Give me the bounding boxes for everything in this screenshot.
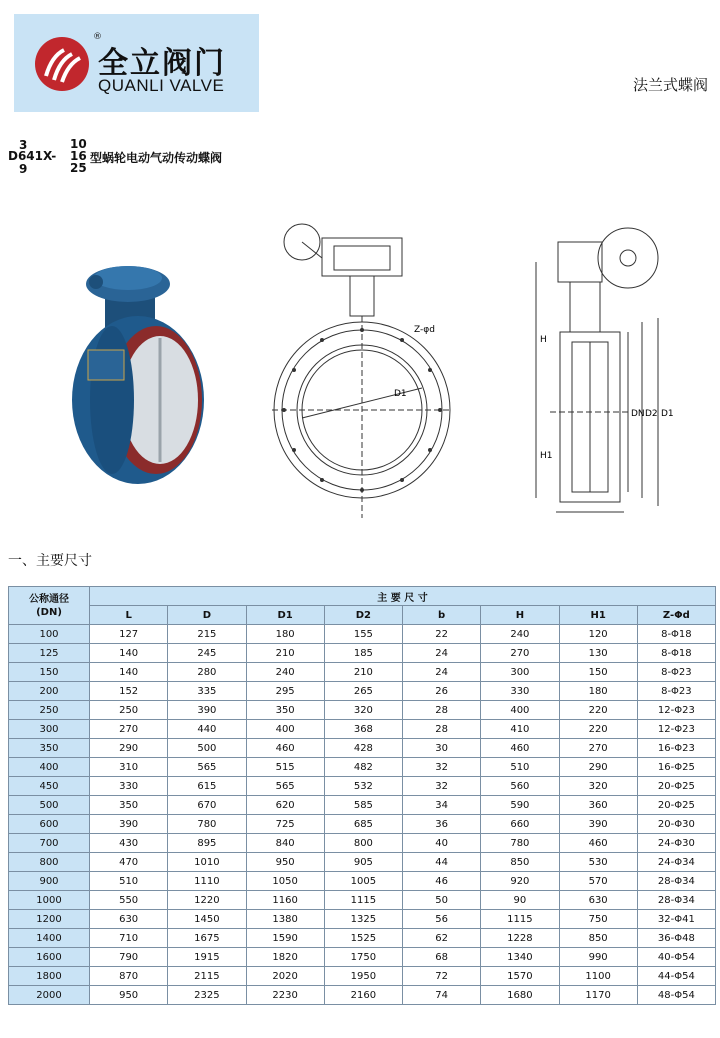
column-header: Z-Φd — [637, 606, 715, 625]
table-cell: 8-Φ23 — [637, 682, 715, 701]
table-cell: 1915 — [168, 948, 246, 967]
column-header: L — [90, 606, 168, 625]
table-cell: 180 — [246, 625, 324, 644]
table-cell: 1675 — [168, 929, 246, 948]
model-suffix: 型蜗轮电动气动传动蝶阀 — [90, 151, 223, 165]
brand-logo-panel — [14, 14, 259, 112]
table-cell: 28 — [403, 701, 481, 720]
table-cell: 280 — [168, 663, 246, 682]
table-cell: 215 — [168, 625, 246, 644]
table-cell: 36 — [403, 815, 481, 834]
table-cell: 850 — [559, 929, 637, 948]
table-cell: 950 — [246, 853, 324, 872]
table-cell: 26 — [403, 682, 481, 701]
table-cell: 32 — [403, 777, 481, 796]
table-cell: 24-Φ30 — [637, 834, 715, 853]
table-cell: 550 — [90, 891, 168, 910]
table-cell: 220 — [559, 720, 637, 739]
table-cell: 532 — [324, 777, 402, 796]
table-cell: 368 — [324, 720, 402, 739]
dn-header-line1: 公称通径 — [29, 593, 69, 605]
dn-cell: 500 — [9, 796, 90, 815]
table-cell: 1325 — [324, 910, 402, 929]
dn-cell: 800 — [9, 853, 90, 872]
table-cell: 90 — [481, 891, 559, 910]
table-cell: 670 — [168, 796, 246, 815]
dn-cell: 400 — [9, 758, 90, 777]
table-cell: 460 — [246, 739, 324, 758]
table-cell: 245 — [168, 644, 246, 663]
table-cell: 1450 — [168, 910, 246, 929]
table-cell: 2160 — [324, 986, 402, 1005]
column-header: D1 — [246, 606, 324, 625]
table-cell: 1380 — [246, 910, 324, 929]
table-cell: 585 — [324, 796, 402, 815]
table-cell: 1005 — [324, 872, 402, 891]
table-cell: 44 — [403, 853, 481, 872]
table-cell: 1115 — [481, 910, 559, 929]
dimensions-table — [8, 586, 716, 1005]
table-cell: 12-Φ23 — [637, 720, 715, 739]
table-cell: 2325 — [168, 986, 246, 1005]
dn-cell: 125 — [9, 644, 90, 663]
label-dn: DN — [631, 409, 645, 419]
table-cell: 990 — [559, 948, 637, 967]
table-cell: 560 — [481, 777, 559, 796]
table-cell: 62 — [403, 929, 481, 948]
column-header: H1 — [559, 606, 637, 625]
table-row — [9, 663, 716, 682]
table-cell: 210 — [246, 644, 324, 663]
table-cell: 725 — [246, 815, 324, 834]
registered-mark: ® — [93, 32, 102, 42]
table-row — [9, 815, 716, 834]
table-row — [9, 834, 716, 853]
table-cell: 1220 — [168, 891, 246, 910]
table-row — [9, 853, 716, 872]
table-cell: 630 — [559, 891, 637, 910]
table-cell: 2020 — [246, 967, 324, 986]
dn-cell: 1800 — [9, 967, 90, 986]
table-cell: 780 — [168, 815, 246, 834]
brand-name-cn: 全立阀门 — [98, 46, 226, 81]
dn-cell: 150 — [9, 663, 90, 682]
table-cell: 630 — [90, 910, 168, 929]
table-cell: 36-Φ48 — [637, 929, 715, 948]
model-bottom-digit: 9 — [19, 162, 28, 176]
table-cell: 152 — [90, 682, 168, 701]
dn-cell: 2000 — [9, 986, 90, 1005]
table-cell: 240 — [481, 625, 559, 644]
dn-cell: 300 — [9, 720, 90, 739]
table-cell: 20-Φ25 — [637, 796, 715, 815]
category-title: 法兰式蝶阀 — [632, 76, 708, 94]
table-cell: 510 — [481, 758, 559, 777]
section-title: 一、主要尺寸 — [8, 553, 92, 569]
dn-cell: 250 — [9, 701, 90, 720]
front-view-drawing — [262, 218, 462, 518]
brand-logo-icon — [34, 36, 90, 92]
table-cell: 265 — [324, 682, 402, 701]
table-row — [9, 891, 716, 910]
table-cell: 620 — [246, 796, 324, 815]
dn-cell: 1000 — [9, 891, 90, 910]
table-cell: 950 — [90, 986, 168, 1005]
table-cell: 1160 — [246, 891, 324, 910]
table-cell: 8-Φ23 — [637, 663, 715, 682]
table-body — [9, 625, 716, 1005]
table-cell: 390 — [559, 815, 637, 834]
label-h1: H1 — [540, 451, 553, 461]
table-cell: 28-Φ34 — [637, 872, 715, 891]
table-row — [9, 986, 716, 1005]
table-row — [9, 967, 716, 986]
label-holes: Z-φd — [414, 325, 435, 335]
dn-cell: 1400 — [9, 929, 90, 948]
table-cell: 335 — [168, 682, 246, 701]
table-cell: 320 — [559, 777, 637, 796]
brand-name-en: QUANLI VALVE — [98, 76, 225, 95]
table-cell: 850 — [481, 853, 559, 872]
table-cell: 120 — [559, 625, 637, 644]
table-cell: 8-Φ18 — [637, 625, 715, 644]
table-cell: 1228 — [481, 929, 559, 948]
table-row — [9, 948, 716, 967]
label-d2: D2 — [645, 409, 658, 419]
table-cell: 780 — [481, 834, 559, 853]
table-cell: 20-Φ25 — [637, 777, 715, 796]
table-cell: 710 — [90, 929, 168, 948]
label-d1-side: D1 — [661, 409, 674, 419]
table-cell: 140 — [90, 644, 168, 663]
table-cell: 330 — [90, 777, 168, 796]
table-cell: 270 — [90, 720, 168, 739]
table-cell: 50 — [403, 891, 481, 910]
dn-cell: 1600 — [9, 948, 90, 967]
table-cell: 390 — [168, 701, 246, 720]
table-cell: 180 — [559, 682, 637, 701]
table-cell: 44-Φ54 — [637, 967, 715, 986]
table-cell: 140 — [90, 663, 168, 682]
table-cell: 270 — [481, 644, 559, 663]
pressure-value: 16 — [70, 149, 87, 163]
pressure-value: 10 — [70, 137, 87, 151]
table-cell: 1950 — [324, 967, 402, 986]
table-cell: 220 — [559, 701, 637, 720]
table-cell: 1820 — [246, 948, 324, 967]
table-cell: 2115 — [168, 967, 246, 986]
table-row — [9, 910, 716, 929]
model-prefix: D641X- — [8, 149, 57, 163]
column-header: b — [403, 606, 481, 625]
table-cell: 510 — [90, 872, 168, 891]
table-row — [9, 872, 716, 891]
table-cell: 16-Φ23 — [637, 739, 715, 758]
table-cell: 74 — [403, 986, 481, 1005]
table-cell: 1680 — [481, 986, 559, 1005]
table-cell: 920 — [481, 872, 559, 891]
table-cell: 48-Φ54 — [637, 986, 715, 1005]
table-cell: 2230 — [246, 986, 324, 1005]
table-cell: 1525 — [324, 929, 402, 948]
table-cell: 24-Φ34 — [637, 853, 715, 872]
table-cell: 400 — [481, 701, 559, 720]
table-cell: 16-Φ25 — [637, 758, 715, 777]
table-row — [9, 929, 716, 948]
table-cell: 1010 — [168, 853, 246, 872]
table-cell: 56 — [403, 910, 481, 929]
table-cell: 590 — [481, 796, 559, 815]
dn-cell: 200 — [9, 682, 90, 701]
label-d1: D1 — [394, 389, 407, 399]
table-row — [9, 625, 716, 644]
table-cell: 360 — [559, 796, 637, 815]
table-row — [9, 701, 716, 720]
table-cell: 570 — [559, 872, 637, 891]
table-cell: 1115 — [324, 891, 402, 910]
table-row — [9, 796, 716, 815]
table-cell: 290 — [90, 739, 168, 758]
table-row — [9, 777, 716, 796]
dn-cell: 1200 — [9, 910, 90, 929]
table-cell: 428 — [324, 739, 402, 758]
table-cell: 350 — [246, 701, 324, 720]
table-cell: 515 — [246, 758, 324, 777]
table-cell: 210 — [324, 663, 402, 682]
table-cell: 270 — [559, 739, 637, 758]
table-cell: 295 — [246, 682, 324, 701]
dn-header-line2: (DN) — [36, 606, 62, 618]
table-cell: 460 — [559, 834, 637, 853]
table-cell: 127 — [90, 625, 168, 644]
table-cell: 40 — [403, 834, 481, 853]
side-view-drawing — [520, 222, 700, 518]
table-cell: 870 — [90, 967, 168, 986]
table-cell: 615 — [168, 777, 246, 796]
model-top-digit: 3 — [19, 138, 28, 152]
table-cell: 905 — [324, 853, 402, 872]
table-cell: 790 — [90, 948, 168, 967]
table-cell: 150 — [559, 663, 637, 682]
table-cell: 410 — [481, 720, 559, 739]
table-cell: 68 — [403, 948, 481, 967]
table-cell: 1050 — [246, 872, 324, 891]
table-cell: 1170 — [559, 986, 637, 1005]
pressure-value: 25 — [70, 161, 87, 175]
table-cell: 46 — [403, 872, 481, 891]
table-cell: 155 — [324, 625, 402, 644]
table-cell: 40-Φ54 — [637, 948, 715, 967]
column-header: D — [168, 606, 246, 625]
model-pressures — [70, 138, 87, 174]
table-cell: 800 — [324, 834, 402, 853]
table-row — [9, 644, 716, 663]
table-cell: 185 — [324, 644, 402, 663]
column-header: D2 — [324, 606, 402, 625]
table-cell: 350 — [90, 796, 168, 815]
table-row — [9, 682, 716, 701]
table-cell: 290 — [559, 758, 637, 777]
table-cell: 685 — [324, 815, 402, 834]
table-cell: 130 — [559, 644, 637, 663]
label-h: H — [540, 335, 547, 345]
table-cell: 750 — [559, 910, 637, 929]
table-row — [9, 720, 716, 739]
dn-cell: 700 — [9, 834, 90, 853]
column-header-row — [9, 606, 716, 625]
dn-cell: 100 — [9, 625, 90, 644]
table-cell: 390 — [90, 815, 168, 834]
table-cell: 28-Φ34 — [637, 891, 715, 910]
table-cell: 1750 — [324, 948, 402, 967]
table-cell: 330 — [481, 682, 559, 701]
table-cell: 660 — [481, 815, 559, 834]
table-cell: 30 — [403, 739, 481, 758]
table-cell: 565 — [246, 777, 324, 796]
column-header: H — [481, 606, 559, 625]
table-cell: 240 — [246, 663, 324, 682]
table-cell: 1110 — [168, 872, 246, 891]
table-cell: 28 — [403, 720, 481, 739]
table-cell: 22 — [403, 625, 481, 644]
table-cell: 565 — [168, 758, 246, 777]
table-cell: 482 — [324, 758, 402, 777]
dn-cell: 450 — [9, 777, 90, 796]
table-cell: 8-Φ18 — [637, 644, 715, 663]
table-row — [9, 758, 716, 777]
table-cell: 1590 — [246, 929, 324, 948]
table-cell: 24 — [403, 644, 481, 663]
table-cell: 250 — [90, 701, 168, 720]
table-cell: 470 — [90, 853, 168, 872]
table-cell: 310 — [90, 758, 168, 777]
dn-cell: 600 — [9, 815, 90, 834]
table-cell: 1100 — [559, 967, 637, 986]
table-cell: 20-Φ30 — [637, 815, 715, 834]
table-cell: 320 — [324, 701, 402, 720]
table-cell: 400 — [246, 720, 324, 739]
table-cell: 1570 — [481, 967, 559, 986]
table-cell: 32-Φ41 — [637, 910, 715, 929]
table-cell: 430 — [90, 834, 168, 853]
table-cell: 24 — [403, 663, 481, 682]
group-header: 主 要 尺 寸 — [90, 587, 716, 606]
dn-cell: 900 — [9, 872, 90, 891]
table-cell: 12-Φ23 — [637, 701, 715, 720]
table-cell: 440 — [168, 720, 246, 739]
table-cell: 530 — [559, 853, 637, 872]
table-cell: 500 — [168, 739, 246, 758]
table-cell: 1340 — [481, 948, 559, 967]
table-cell: 32 — [403, 758, 481, 777]
table-cell: 840 — [246, 834, 324, 853]
table-cell: 72 — [403, 967, 481, 986]
table-row — [9, 739, 716, 758]
dn-column-header — [9, 587, 90, 625]
table-cell: 300 — [481, 663, 559, 682]
valve-photo — [60, 250, 210, 490]
dn-cell: 350 — [9, 739, 90, 758]
table-cell: 895 — [168, 834, 246, 853]
table-cell: 34 — [403, 796, 481, 815]
table-cell: 460 — [481, 739, 559, 758]
